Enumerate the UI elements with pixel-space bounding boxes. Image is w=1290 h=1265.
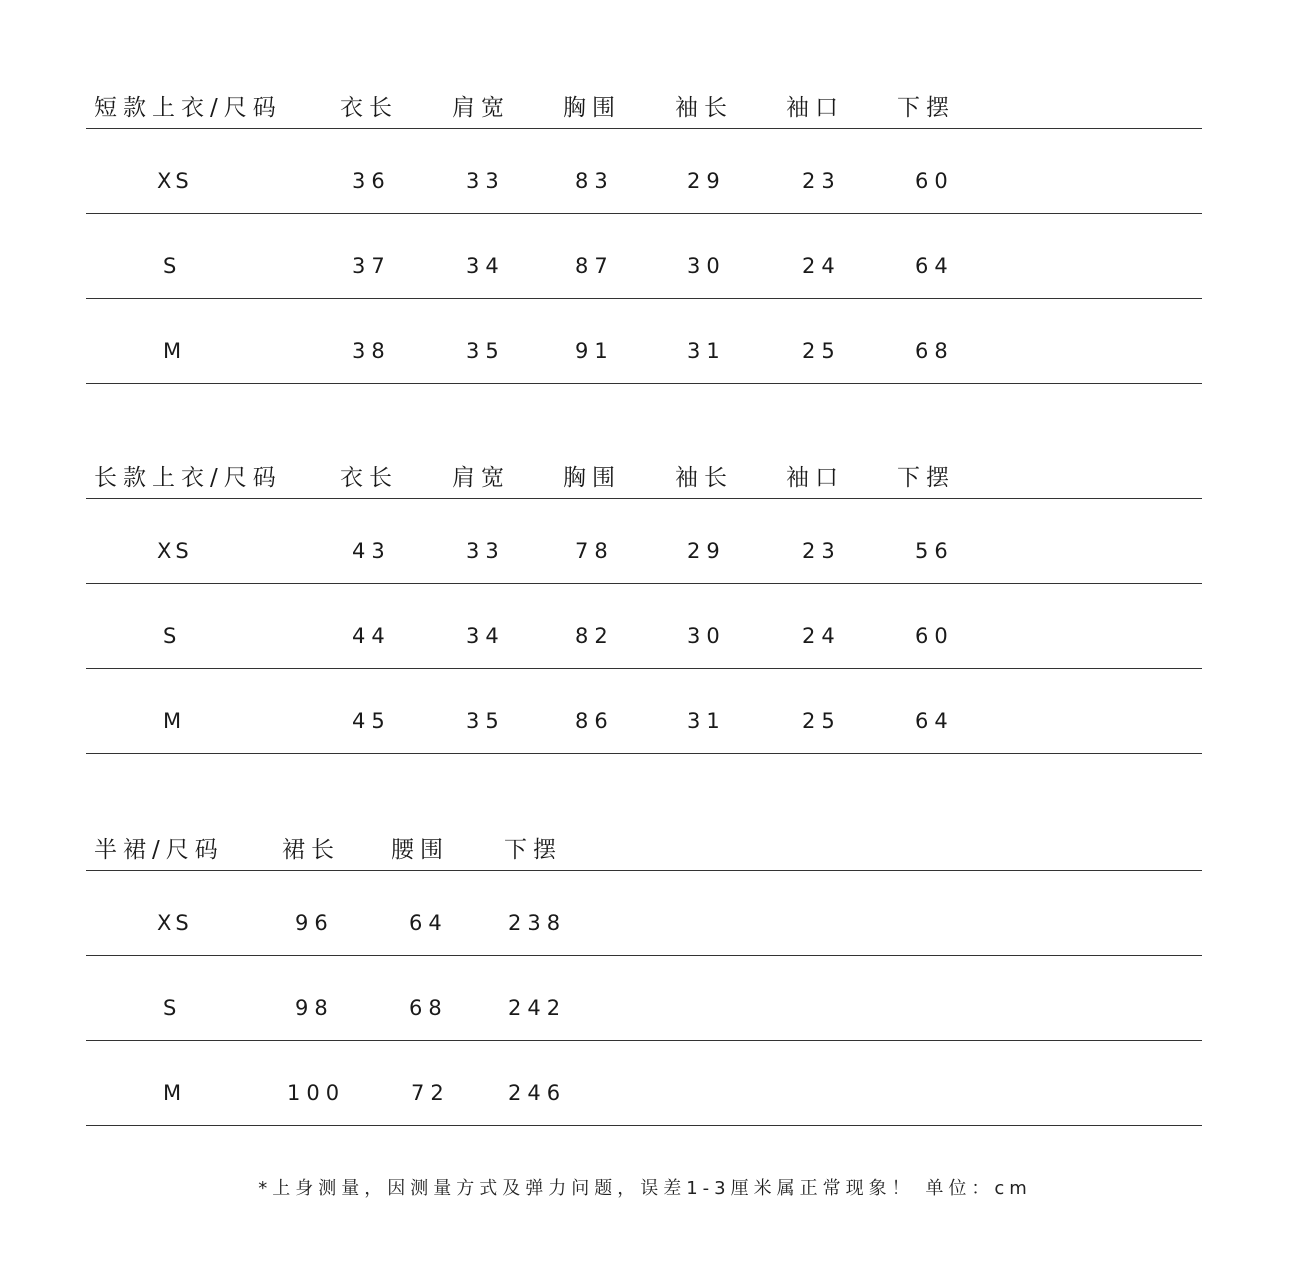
value-cell: 35 bbox=[466, 339, 505, 363]
size-label: M bbox=[163, 709, 186, 733]
column-header-waist: 腰围 bbox=[391, 837, 449, 863]
size-label: XS bbox=[157, 169, 193, 193]
value-cell: 29 bbox=[687, 539, 726, 563]
column-header-sleeve-length: 袖长 bbox=[675, 95, 733, 121]
value-cell: 64 bbox=[409, 911, 448, 935]
value-cell: 82 bbox=[575, 624, 614, 648]
column-header-cuff: 袖口 bbox=[786, 465, 844, 491]
value-cell: 238 bbox=[508, 911, 567, 935]
size-label: XS bbox=[157, 911, 193, 935]
table-row bbox=[86, 214, 1202, 299]
long-top-size-table bbox=[86, 455, 1202, 754]
value-cell: 68 bbox=[915, 339, 954, 363]
value-cell: 68 bbox=[409, 996, 448, 1020]
measurement-footnote: *上身测量，因测量方式及弹力问题，误差1-3厘米属正常现象！ 单位：cm bbox=[258, 1178, 1032, 1199]
value-cell: 36 bbox=[352, 169, 391, 193]
value-cell: 45 bbox=[352, 709, 391, 733]
size-label: XS bbox=[157, 539, 193, 563]
table-row bbox=[86, 499, 1202, 584]
value-cell: 242 bbox=[508, 996, 567, 1020]
size-column-header: 长款上衣/尺码 bbox=[94, 465, 282, 491]
value-cell: 23 bbox=[802, 539, 841, 563]
value-cell: 30 bbox=[687, 624, 726, 648]
table-row bbox=[86, 956, 1202, 1041]
column-header-shoulder: 肩宽 bbox=[452, 465, 510, 491]
value-cell: 33 bbox=[466, 539, 505, 563]
short-top-size-table bbox=[86, 85, 1202, 384]
value-cell: 64 bbox=[915, 254, 954, 278]
table-header-row bbox=[86, 455, 1202, 499]
value-cell: 35 bbox=[466, 709, 505, 733]
value-cell: 34 bbox=[466, 254, 505, 278]
table-header-row bbox=[86, 827, 1202, 871]
value-cell: 86 bbox=[575, 709, 614, 733]
value-cell: 60 bbox=[915, 169, 954, 193]
table-row bbox=[86, 584, 1202, 669]
value-cell: 246 bbox=[508, 1081, 567, 1105]
column-header-cuff: 袖口 bbox=[786, 95, 844, 121]
table-row bbox=[86, 669, 1202, 754]
size-label: M bbox=[163, 339, 186, 363]
table-row bbox=[86, 129, 1202, 214]
column-header-length: 衣长 bbox=[340, 465, 398, 491]
value-cell: 33 bbox=[466, 169, 505, 193]
column-header-length: 衣长 bbox=[340, 95, 398, 121]
value-cell: 91 bbox=[575, 339, 614, 363]
value-cell: 24 bbox=[802, 624, 841, 648]
column-header-sleeve-length: 袖长 bbox=[675, 465, 733, 491]
value-cell: 30 bbox=[687, 254, 726, 278]
size-label: S bbox=[163, 996, 181, 1020]
value-cell: 23 bbox=[802, 169, 841, 193]
column-header-chest: 胸围 bbox=[563, 95, 621, 121]
column-header-hem: 下摆 bbox=[504, 837, 562, 863]
value-cell: 87 bbox=[575, 254, 614, 278]
value-cell: 78 bbox=[575, 539, 614, 563]
value-cell: 72 bbox=[411, 1081, 450, 1105]
value-cell: 25 bbox=[802, 709, 841, 733]
column-header-skirt-length: 裙长 bbox=[282, 837, 340, 863]
table-row bbox=[86, 299, 1202, 384]
size-column-header: 短款上衣/尺码 bbox=[94, 95, 282, 121]
value-cell: 34 bbox=[466, 624, 505, 648]
value-cell: 44 bbox=[352, 624, 391, 648]
value-cell: 100 bbox=[287, 1081, 346, 1105]
value-cell: 56 bbox=[915, 539, 954, 563]
value-cell: 31 bbox=[687, 709, 726, 733]
column-header-chest: 胸围 bbox=[563, 465, 621, 491]
value-cell: 29 bbox=[687, 169, 726, 193]
table-row bbox=[86, 871, 1202, 956]
value-cell: 24 bbox=[802, 254, 841, 278]
value-cell: 83 bbox=[575, 169, 614, 193]
value-cell: 38 bbox=[352, 339, 391, 363]
skirt-size-table bbox=[86, 827, 1202, 1126]
table-header-row bbox=[86, 85, 1202, 129]
value-cell: 43 bbox=[352, 539, 391, 563]
value-cell: 37 bbox=[352, 254, 391, 278]
size-label: S bbox=[163, 254, 181, 278]
size-label: M bbox=[163, 1081, 186, 1105]
value-cell: 60 bbox=[915, 624, 954, 648]
column-header-hem: 下摆 bbox=[897, 95, 955, 121]
value-cell: 64 bbox=[915, 709, 954, 733]
size-column-header: 半裙/尺码 bbox=[94, 837, 224, 863]
value-cell: 98 bbox=[295, 996, 334, 1020]
table-row bbox=[86, 1041, 1202, 1126]
value-cell: 25 bbox=[802, 339, 841, 363]
value-cell: 96 bbox=[295, 911, 334, 935]
column-header-shoulder: 肩宽 bbox=[452, 95, 510, 121]
column-header-hem: 下摆 bbox=[897, 465, 955, 491]
size-label: S bbox=[163, 624, 181, 648]
value-cell: 31 bbox=[687, 339, 726, 363]
